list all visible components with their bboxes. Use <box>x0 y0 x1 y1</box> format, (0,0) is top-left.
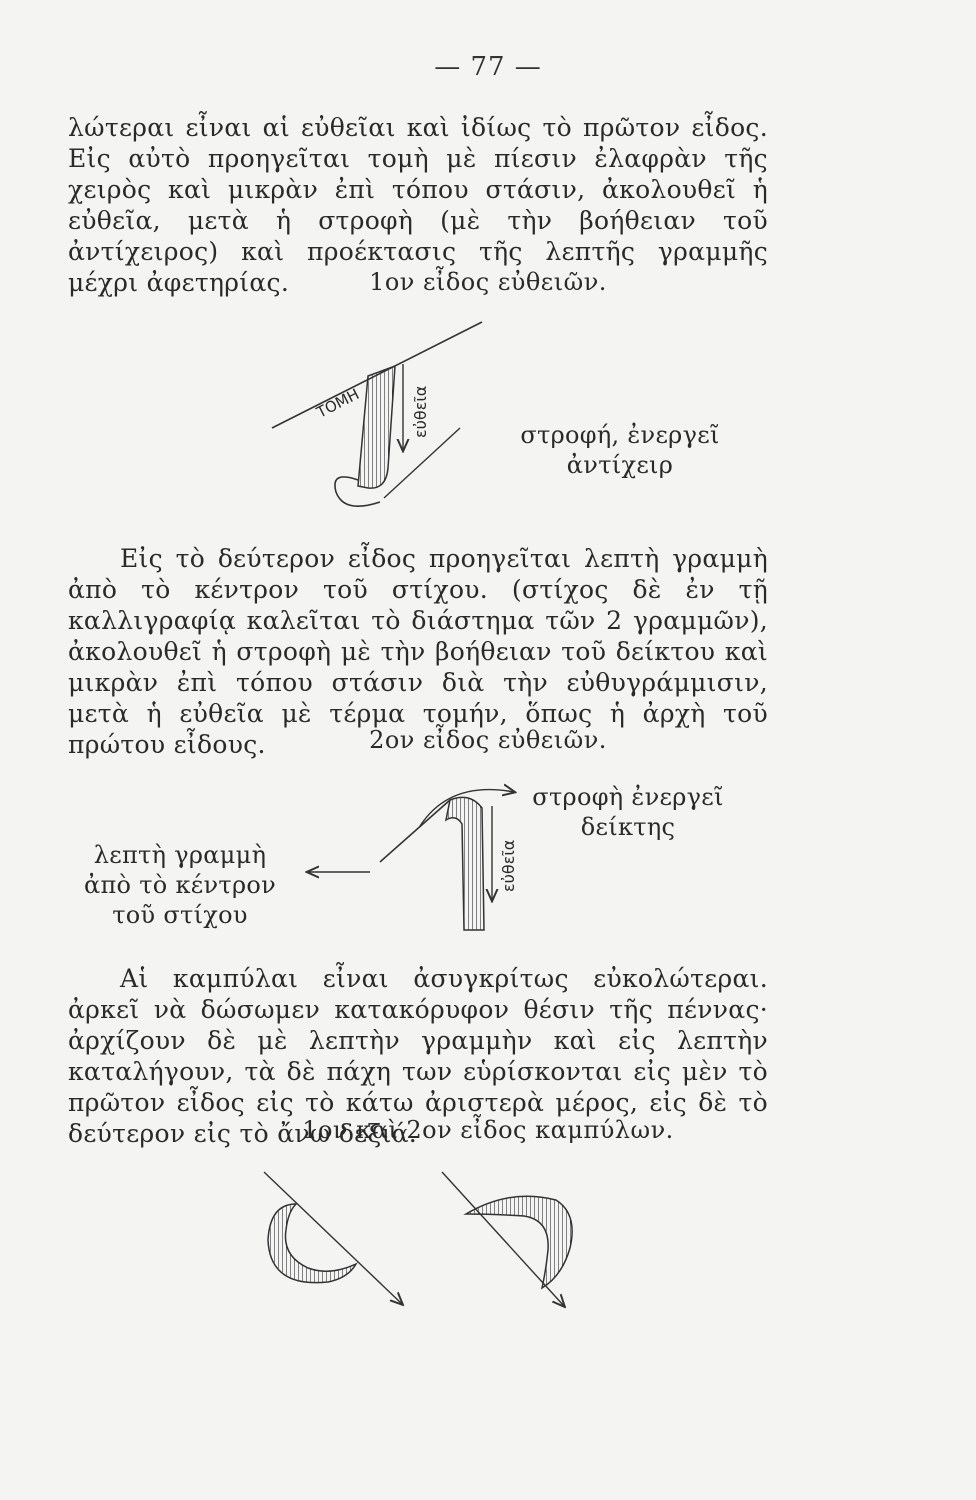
label-eutheia-2: εὐθεῖα <box>499 839 518 892</box>
figure-2-caption-line-2: δείκτης <box>580 813 676 841</box>
thick-stroke <box>358 366 395 488</box>
figure-3-curves <box>230 1170 610 1320</box>
figure-1-caption-line-2: ἀντίχειρ <box>566 451 674 479</box>
label-tomi: ΤΟΜΗ <box>313 385 363 422</box>
curve-2-shape <box>466 1196 572 1288</box>
paragraph-2-text: Εἰς τὸ δεύτερον εἶδος προηγεῖται λεπτὴ γραμμὴ ἀπὸ τὸ κέντρον τοῦ στίχου. (στίχος δὲ ἐν τῇ καλλιγραφίᾳ καλεῖται τὸ διάστημα τῶν 2 γραμμῶν), ἀκολουθεῖ ἡ στροφὴ μὲ τὴν βοήθειαν τοῦ δείκτου καὶ μικρὰν ἐπὶ τόπου στάσιν διὰ τὴν εὐθυγράμμισιν, μετὰ ἡ εὐθεῖα μὲ τέρμα τομήν, ὅπως ἡ ἀρχὴ τοῦ πρώτου εἶδους. <box>68 544 768 759</box>
curve-first-kind <box>264 1172 402 1304</box>
paragraph-1: λώτεραι εἶναι αἱ εὐθεῖαι καὶ ἰδίως τὸ πρῶτον εἶδος. Εἰς αὐτὸ προηγεῖται τομὴ μὲ πίεσιν ἐλαφρὰν τῆς χειρὸς καὶ μικρὰν ἐπὶ τόπου στάσιν, ἀκολουθεῖ ἡ εὐθεῖα, μετὰ ἡ στροφὴ (μὲ τὴν βοήθειαν τοῦ ἀντίχειρος) καὶ προέκτασις τῆς λεπτῆς γραμμῆς μέχρι ἀφετηρίας. <box>68 113 768 297</box>
paragraph-3-text: Αἱ καμπύλαι εἶναι ἀσυγκρίτως εὐκολώτεραι. ἀρκεῖ νὰ δώσωμεν κατακόρυφον θέσιν τῆς πέννας· ἀρχίζουν δὲ μὲ λεπτὴν γραμμὴν καὶ εἰς λεπτὴν καταλήγουν, τὰ δὲ πάχη των εὑρίσκονται εἰς μὲν τὸ πρῶτον εἶδος εἰς τὸ κάτω ἀριστερὰ μέρος, εἰς δὲ τὸ δεύτερον εἰς τὸ ἄνω δεξιά. <box>68 964 768 1148</box>
figure-2-left-line-3: τοῦ στίχου <box>112 901 248 929</box>
page-number: — 77 — <box>434 52 542 82</box>
thick-stroke-2 <box>446 797 484 930</box>
figure-2-left-caption <box>70 840 290 930</box>
heading-2: 2ον εἶδος εὐθειῶν. <box>369 726 607 754</box>
curve-second-kind <box>442 1172 572 1306</box>
figure-2-caption <box>518 782 738 842</box>
curve-1-shape <box>268 1204 356 1283</box>
heading-3: 1ον καὶ 2ον εἶδος καμπύλων. <box>302 1116 674 1144</box>
figure-2-left-line-2: ἀπὸ τὸ κέντρον <box>83 871 277 899</box>
figure-2-left-line-1: λεπτὴ γραμμὴ <box>93 841 267 869</box>
heading-1: 1ον εἶδος εὐθειῶν. <box>369 268 607 296</box>
thin-start-line <box>380 800 450 862</box>
figure-1-caption-line-1: στροφή, ἐνεργεῖ <box>520 421 720 449</box>
figure-1-caption <box>500 420 740 480</box>
label-eutheia-1: εὐθεῖα <box>411 385 430 438</box>
figure-2-caption-line-1: στροφὴ ἐνεργεῖ <box>532 783 724 811</box>
